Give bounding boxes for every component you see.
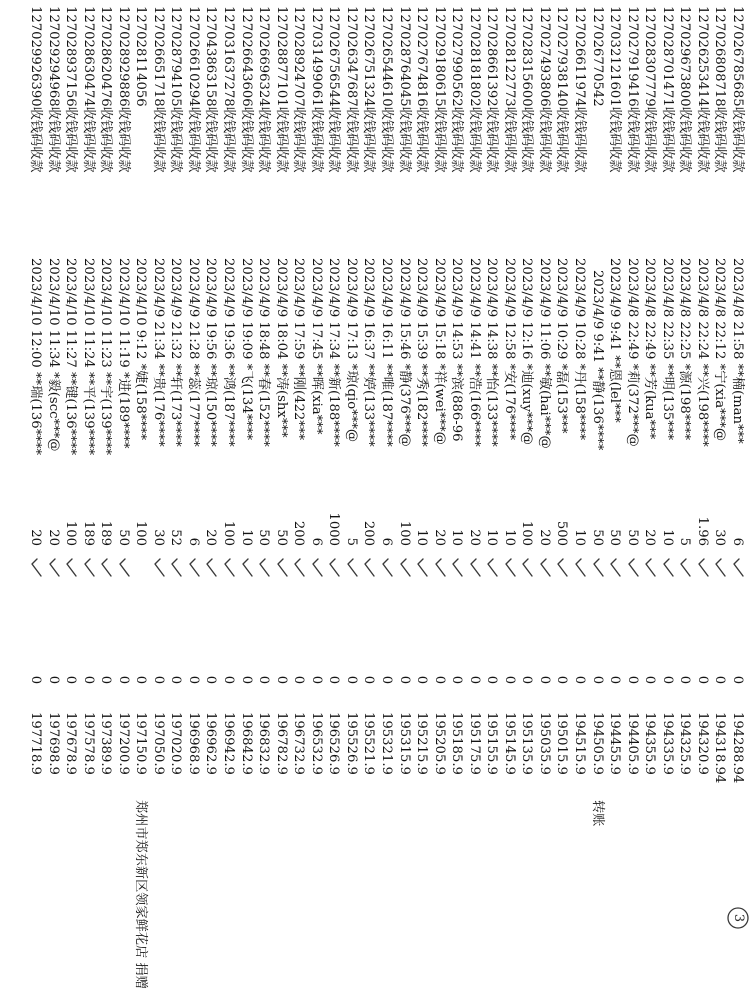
transaction-fee: 0: [238, 675, 254, 685]
account-balance: 197698.9: [45, 712, 61, 775]
account-balance: 194455.9: [607, 712, 623, 775]
transaction-fee: 0: [379, 675, 394, 685]
table-row: [657, 0, 677, 1000]
transaction-amount: 30: [150, 529, 166, 546]
transaction-amount: 200: [291, 520, 307, 546]
transaction-time-payer: 2023/4/9 11:06 **敏(hai***@: [536, 258, 552, 449]
transaction-fee: 0: [80, 675, 96, 685]
check-mark-icon: [696, 556, 710, 578]
account-balance: 194505.9: [589, 712, 605, 775]
transaction-fee: 0: [115, 675, 131, 685]
transaction-fee: 0: [361, 675, 377, 685]
table-row: [622, 0, 642, 1000]
check-mark-icon: [520, 556, 534, 578]
transaction-fee: 0: [431, 675, 447, 685]
check-mark-icon: [608, 556, 622, 578]
transaction-id: 127031499061收钱码收款: [308, 6, 324, 173]
transaction-time-payer: 2023/4/9 17:13 *琼(qio***@: [343, 258, 359, 443]
transaction-amount: 50: [115, 529, 131, 546]
check-mark-icon: [573, 556, 587, 578]
transaction-amount: 20: [45, 529, 61, 546]
table-row: [552, 0, 572, 1000]
account-balance: 197050.9: [150, 712, 166, 775]
account-balance: 195155.9: [484, 712, 500, 775]
transaction-id: 127028315600收钱码收款: [519, 6, 535, 173]
transaction-amount: 50: [607, 529, 623, 546]
table-row: [604, 0, 624, 1000]
transaction-time-payer: 2023/4/10 11:23 **宇(139****: [98, 258, 114, 456]
check-mark-icon: [152, 556, 166, 578]
table-row: [113, 0, 133, 1000]
table-row: [516, 0, 536, 1000]
account-balance: 195175.9: [466, 712, 482, 775]
transaction-note: 转账: [589, 800, 605, 827]
transaction-fee: 0: [28, 675, 43, 685]
transaction-amount: 20: [466, 529, 482, 546]
transaction-fee: 0: [572, 675, 588, 685]
account-balance: 196942.9: [221, 712, 237, 775]
transaction-fee: 0: [291, 675, 307, 685]
transaction-id: 127028181802收钱码收款: [466, 6, 482, 173]
transaction-amount: 20: [203, 529, 219, 546]
account-balance: 194405.9: [624, 712, 640, 775]
transaction-id: 127029673800收钱码收款: [677, 6, 693, 173]
account-balance: 195205.9: [431, 712, 447, 775]
transaction-fee: 0: [519, 675, 535, 685]
account-balance: 197718.9: [28, 712, 43, 775]
transaction-time-payer: 2023/4/9 21:32 **轩(173****: [168, 258, 184, 447]
transaction-amount: 50: [589, 529, 605, 546]
check-mark-icon: [591, 556, 605, 578]
transaction-id: 127027493806收钱码收款: [536, 6, 552, 173]
transaction-fee: 0: [466, 675, 482, 685]
check-mark-icon: [450, 556, 464, 578]
transaction-time-payer: 2023/4/9 14:38 **怡(133****: [484, 258, 500, 447]
table-row: [43, 0, 63, 1000]
table-row: [341, 0, 361, 1000]
transaction-time-payer: 2023/4/9 15:18 *祥(wei***@: [431, 258, 447, 445]
table-row: [253, 0, 273, 1000]
transaction-time-payer: 2023/4/10 11:34 *毅(scc***@: [45, 258, 61, 452]
transaction-time-payer: 2023/4/10 9:12 *婕(158****: [133, 258, 149, 441]
check-mark-icon: [99, 556, 113, 578]
transaction-time-payer: 2023/4/9 17:59 **刚(422***: [291, 258, 307, 441]
transaction-amount: 20: [28, 529, 43, 546]
check-mark-icon: [345, 556, 359, 578]
table-row: [183, 0, 203, 1000]
transaction-id: 127028630474收钱码收款: [80, 6, 96, 173]
account-balance: 197150.9: [133, 712, 149, 775]
check-mark-icon: [327, 556, 341, 578]
transaction-amount: 10: [238, 529, 254, 546]
account-balance: 195321.9: [379, 712, 394, 775]
check-mark-icon: [64, 556, 78, 578]
transaction-id: 127028620476收钱码收款: [98, 6, 114, 173]
table-row: [25, 0, 45, 1000]
table-row: [201, 0, 221, 1000]
transaction-fee: 0: [607, 675, 623, 685]
check-mark-icon: [292, 556, 306, 578]
transaction-amount: 10: [501, 529, 517, 546]
account-balance: 194355.9: [642, 712, 658, 775]
account-balance: 196842.9: [238, 712, 254, 775]
account-balance: 195526.9: [343, 712, 359, 775]
transaction-fee: 0: [484, 675, 500, 685]
transaction-time-payer: 2023/4/9 12:16 *迪(xuy***@: [519, 258, 535, 445]
transaction-amount: 100: [221, 520, 237, 546]
transaction-fee: 0: [45, 675, 61, 685]
transaction-amount: 100: [519, 520, 535, 546]
transaction-time-payer: 2023/4/8 22:24 **兴(198****: [694, 258, 710, 447]
account-balance: 196968.9: [185, 712, 201, 775]
page-number: 3: [731, 913, 746, 923]
transaction-note: 郑州市郑东新区领家鲜花店 捐赠: [133, 800, 149, 989]
table-row: [727, 0, 747, 1000]
table-row: [271, 0, 291, 1000]
account-balance: 194320.9: [694, 712, 710, 775]
check-mark-icon: [257, 556, 271, 578]
transaction-id: 127028307779收钱码收款: [642, 6, 658, 173]
transaction-fee: 0: [133, 675, 149, 685]
transaction-amount: 100: [396, 520, 412, 546]
transaction-fee: 0: [396, 675, 412, 685]
transaction-id: 127028929886收钱码收款: [115, 6, 131, 173]
transaction-time-payer: 2023/4/10 11:27 **键(136****: [63, 258, 79, 456]
transaction-id: 127043863158收钱码收款: [203, 6, 219, 173]
transaction-amount: 52: [168, 529, 184, 546]
transaction-amount: 1000: [326, 512, 342, 546]
account-balance: 196782.9: [273, 712, 289, 775]
transaction-fee: 0: [501, 675, 517, 685]
transaction-fee: 0: [326, 675, 342, 685]
transaction-fee: 0: [589, 675, 605, 685]
transaction-time-payer: 2023/4/9 10:29 *磊(153***: [554, 258, 570, 434]
transaction-fee: 0: [168, 675, 184, 685]
check-mark-icon: [362, 556, 376, 578]
transaction-id: 127027919416收钱码收款: [624, 6, 640, 173]
account-balance: 197020.9: [168, 712, 184, 775]
table-row: [165, 0, 185, 1000]
check-mark-icon: [468, 556, 482, 578]
table-row: [394, 0, 414, 1000]
transaction-id: 127026770542: [589, 6, 605, 107]
table-row: [148, 0, 168, 1000]
transaction-fee: 0: [203, 675, 219, 685]
transaction-time-payer: 2023/4/9 19:36 **鸿(187****: [221, 258, 237, 447]
transaction-id: 127026651718收钱码收款: [150, 6, 166, 173]
transaction-id: 127029180615收钱码收款: [431, 6, 447, 173]
table-row: [306, 0, 326, 1000]
table-row: [499, 0, 519, 1000]
check-mark-icon: [556, 556, 570, 578]
transaction-time-payer: 2023/4/9 9:41 **静(136****: [589, 270, 605, 451]
transaction-id: 127028122773收钱码收款: [501, 6, 517, 173]
account-balance: 195035.9: [536, 712, 552, 775]
transaction-amount: 6: [308, 537, 324, 546]
transaction-time-payer: 2023/4/9 17:45 **晖(xia***: [308, 258, 324, 435]
account-balance: 196832.9: [256, 712, 272, 775]
table-row: [534, 0, 554, 1000]
transaction-fee: 0: [308, 675, 324, 685]
transaction-id: 127026253414收钱码收款: [694, 6, 710, 173]
check-mark-icon: [310, 556, 324, 578]
transaction-id: 127026696324收钱码收款: [256, 6, 272, 173]
transaction-id: 127027938140收钱码收款: [554, 6, 570, 173]
table-row: [288, 0, 308, 1000]
transaction-time-payer: 2023/4/8 22:49 *莉(372***@: [624, 258, 640, 447]
account-balance: 195135.9: [519, 712, 535, 775]
transaction-id: 127027674816收钱码收款: [414, 6, 430, 173]
transaction-id: 127028701471收钱码收款: [659, 6, 675, 173]
transaction-time-payer: 2023/4/10 11:19 *进(189****: [115, 258, 131, 449]
account-balance: 196732.9: [291, 712, 307, 775]
table-row: [674, 0, 694, 1000]
transaction-amount: 20: [642, 529, 658, 546]
check-mark-icon: [275, 556, 289, 578]
transaction-amount: 10: [659, 529, 675, 546]
transaction-id: 127026611974收钱码收款: [572, 6, 588, 173]
transaction-id: 127026756544收钱码收款: [326, 6, 342, 173]
transaction-amount: 5: [677, 537, 693, 546]
table-row: [692, 0, 712, 1000]
check-mark-icon: [117, 556, 131, 578]
table-row: [429, 0, 449, 1000]
transaction-amount: 5: [343, 537, 359, 546]
check-mark-icon: [205, 556, 219, 578]
check-mark-icon: [415, 556, 429, 578]
transaction-time-payer: 2023/4/9 14:53 **滨(886-96: [449, 258, 465, 442]
transaction-amount: 6: [730, 537, 745, 546]
transaction-time-payer: 2023/4/9 15:46 *静(376***@: [396, 258, 412, 447]
check-mark-icon: [169, 556, 183, 578]
transaction-time-payer: 2023/4/9 21:34 **贵(176****: [150, 258, 166, 447]
transaction-fee: 0: [554, 675, 570, 685]
transaction-id: 127029926390收钱码收款: [28, 6, 43, 173]
transaction-id: 127028924707收钱码收款: [291, 6, 307, 173]
check-mark-icon: [222, 556, 236, 578]
check-mark-icon: [643, 556, 657, 578]
transaction-time-payer: 2023/4/9 16:37 **婷(133****: [361, 258, 377, 447]
check-mark-icon: [661, 556, 675, 578]
table-row: [323, 0, 343, 1000]
transaction-fee: 0: [221, 675, 237, 685]
check-mark-icon: [380, 556, 394, 578]
transaction-amount: 189: [80, 520, 96, 546]
table-row: [464, 0, 484, 1000]
account-balance: 197200.9: [115, 712, 131, 775]
transaction-amount: 200: [361, 520, 377, 546]
table-row: [569, 0, 589, 1000]
transaction-amount: 20: [536, 529, 552, 546]
transaction-fee: 0: [150, 675, 166, 685]
transaction-time-payer: 2023/4/8 22:49 **芳(kua***: [642, 258, 658, 440]
transaction-fee: 0: [449, 675, 465, 685]
transaction-fee: 0: [343, 675, 359, 685]
account-balance: 194288.94: [730, 712, 745, 784]
transaction-time-payer: 2023/4/9 18:04 **涛(shx***: [273, 258, 289, 438]
transaction-amount: 100: [63, 520, 79, 546]
transaction-amount: 10: [449, 529, 465, 546]
account-balance: 195145.9: [501, 712, 517, 775]
check-mark-icon: [398, 556, 412, 578]
transaction-id: 127026347687收钱码收款: [343, 6, 359, 173]
check-mark-icon: [29, 556, 43, 578]
transaction-amount: 1.96: [694, 516, 710, 546]
transaction-amount: 6: [379, 537, 394, 546]
account-balance: 194318.94: [712, 712, 728, 784]
transaction-fee: 0: [642, 675, 658, 685]
check-mark-icon: [82, 556, 96, 578]
account-balance: 197389.9: [98, 712, 114, 775]
table-row: [236, 0, 256, 1000]
check-mark-icon: [503, 556, 517, 578]
transaction-amount: 10: [484, 529, 500, 546]
account-balance: 194325.9: [677, 712, 693, 775]
transaction-id: 127026610294收钱码收款: [185, 6, 201, 173]
account-balance: 194515.9: [572, 712, 588, 775]
table-row: [639, 0, 659, 1000]
transaction-id: 127028114056: [133, 6, 149, 107]
transaction-id: 127028661392收钱码收款: [484, 6, 500, 173]
transaction-id: 127026751324收钱码收款: [361, 6, 377, 173]
transaction-fee: 0: [98, 675, 114, 685]
transaction-amount: 30: [712, 529, 728, 546]
table-row: [709, 0, 729, 1000]
transaction-amount: 10: [414, 529, 430, 546]
transaction-fee: 0: [185, 675, 201, 685]
transaction-time-payer: 2023/4/10 11:24 **平(139****: [80, 258, 96, 456]
transaction-id: 127028877101收钱码收款: [273, 6, 289, 173]
account-balance: 195185.9: [449, 712, 465, 775]
transaction-id: 127032121601收钱码收款: [607, 6, 623, 173]
transaction-time-payer: 2023/4/8 21:58 **楠(man***: [730, 258, 745, 444]
transaction-id: 127028764045收钱码收款: [396, 6, 412, 173]
table-row: [446, 0, 466, 1000]
transaction-time-payer: 2023/4/9 15:39 **秀(182****: [414, 258, 430, 447]
transaction-id: 127027990562收钱码收款: [449, 6, 465, 173]
table-row: [95, 0, 115, 1000]
transaction-fee: 0: [624, 675, 640, 685]
table-row: [130, 0, 150, 1000]
check-mark-icon: [626, 556, 640, 578]
transaction-fee: 0: [273, 675, 289, 685]
account-balance: 196532.9: [308, 712, 324, 775]
transaction-fee: 0: [256, 675, 272, 685]
account-balance: 197578.9: [80, 712, 96, 775]
transaction-time-payer: 2023/4/10 12:00 **瑞(136****: [28, 258, 43, 456]
transaction-id: 127026785685收钱码收款: [730, 6, 745, 173]
transaction-time-payer: 2023/4/9 19:56 **琼(150****: [203, 258, 219, 447]
transaction-fee: 0: [659, 675, 675, 685]
transaction-amount: 100: [133, 520, 149, 546]
transaction-amount: 50: [624, 529, 640, 546]
transaction-time-payer: 2023/4/8 22:35 **明(135***: [659, 258, 675, 441]
transaction-time-payer: 2023/4/9 18:48 **春(152****: [256, 258, 272, 447]
check-mark-icon: [713, 556, 727, 578]
table-row: [411, 0, 431, 1000]
transaction-amount: 10: [572, 529, 588, 546]
check-mark-icon: [678, 556, 692, 578]
check-mark-icon: [47, 556, 61, 578]
transaction-time-payer: 2023/4/9 19:09 *飞(134****: [238, 258, 254, 441]
transaction-amount: 189: [98, 520, 114, 546]
check-mark-icon: [731, 556, 745, 578]
account-balance: 195315.9: [396, 712, 412, 775]
account-balance: 195215.9: [414, 712, 430, 775]
account-balance: 195015.9: [554, 712, 570, 775]
check-mark-icon: [538, 556, 552, 578]
check-mark-icon: [485, 556, 499, 578]
transaction-time-payer: 2023/4/9 14:41 **浩(166****: [466, 258, 482, 447]
transaction-amount: 500: [554, 520, 570, 546]
transaction-amount: 6: [185, 537, 201, 546]
account-balance: 195521.9: [361, 712, 377, 775]
table-row: [60, 0, 80, 1000]
check-mark-icon: [187, 556, 201, 578]
transaction-id: 127028794105收钱码收款: [168, 6, 184, 173]
transaction-id: 127026643606收钱码收款: [238, 6, 254, 173]
transaction-amount: 50: [273, 529, 289, 546]
transaction-time-payer: 2023/4/9 16:11 **唯(187****: [379, 258, 394, 447]
transaction-fee: 0: [63, 675, 79, 685]
transaction-amount: 20: [431, 529, 447, 546]
transaction-fee: 0: [677, 675, 693, 685]
account-balance: 197678.9: [63, 712, 79, 775]
transaction-amount: 50: [256, 529, 272, 546]
transaction-fee: 0: [536, 675, 552, 685]
transaction-fee: 0: [730, 675, 745, 685]
transaction-time-payer: 2023/4/9 10:28 *丹(158****: [572, 258, 588, 441]
account-balance: 196962.9: [203, 712, 219, 775]
transaction-id: 127026808718收钱码收款: [712, 6, 728, 173]
transaction-time-payer: 2023/4/9 21:28 **蕊(177****: [185, 258, 201, 447]
transaction-fee: 0: [712, 675, 728, 685]
transaction-id: 127031637278收钱码收款: [221, 6, 237, 173]
table-row: [78, 0, 98, 1000]
transaction-id: 127028937156收钱码收款: [63, 6, 79, 173]
transaction-time-payer: 2023/4/8 22:25 *源(198****: [677, 258, 693, 441]
table-row: [587, 0, 607, 1000]
transaction-time-payer: 2023/4/9 17:34 **新(188****: [326, 258, 342, 447]
table-row: [358, 0, 378, 1000]
table-row: [481, 0, 501, 1000]
table-row: [218, 0, 238, 1000]
transaction-id: 127029294968收钱码收款: [45, 6, 61, 173]
transaction-time-payer: 2023/4/9 9:41 **恩(lel***: [607, 258, 623, 423]
check-mark-icon: [240, 556, 254, 578]
transaction-fee: 0: [694, 675, 710, 685]
table-row: [376, 0, 396, 1000]
transaction-time-payer: 2023/4/9 12:58 *安(176****: [501, 258, 517, 441]
check-mark-icon: [433, 556, 447, 578]
transaction-id: 127026544610收钱码收款: [379, 6, 394, 173]
account-balance: 194335.9: [659, 712, 675, 775]
transaction-fee: 0: [414, 675, 430, 685]
transaction-time-payer: 2023/4/8 22:12 *宁(xia***@: [712, 258, 728, 442]
account-balance: 196526.9: [326, 712, 342, 775]
